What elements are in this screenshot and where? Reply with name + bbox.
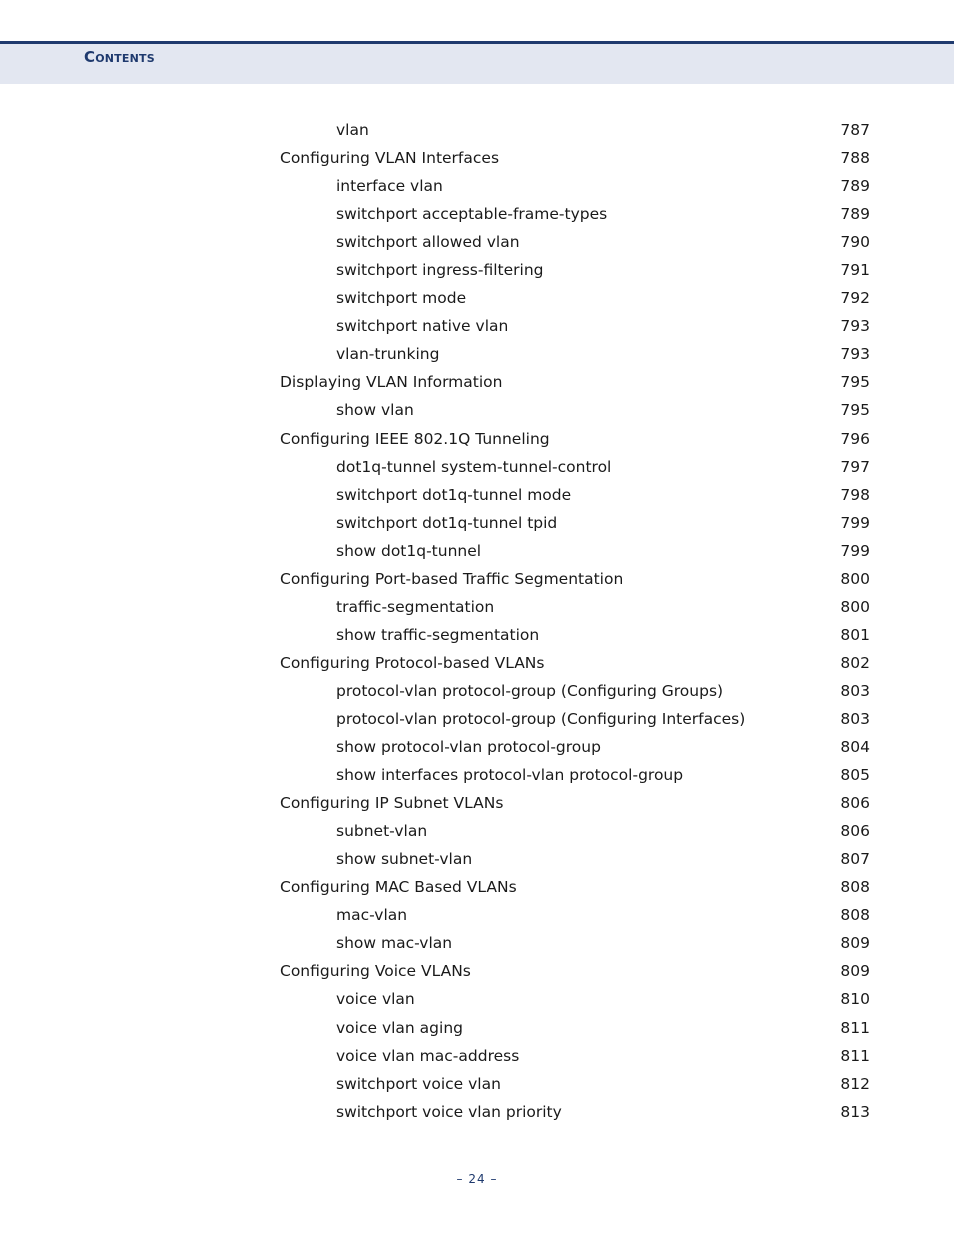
toc-subentry[interactable] [280,1070,870,1098]
toc-entry-page-number[interactable]: 811 [840,1018,870,1037]
toc-entry-label[interactable]: voice vlan mac-address [336,1046,520,1065]
toc-section-entry[interactable] [280,649,870,677]
toc-section-entry[interactable] [280,565,870,593]
toc-entry-label[interactable]: Configuring MAC Based VLANs [280,878,517,897]
toc-entry-label[interactable]: traffic-segmentation [336,597,495,616]
toc-subentry[interactable] [280,284,870,312]
toc-entry-page-number[interactable]: 793 [840,345,870,364]
toc-section-entry[interactable] [280,425,870,453]
toc-entry-label[interactable]: switchport dot1q-tunnel tpid [336,513,558,532]
toc-subentry[interactable] [280,340,870,368]
toc-entry-page-number[interactable]: 808 [840,906,870,925]
toc-entry-page-number[interactable]: 803 [840,681,870,700]
toc-subentry[interactable] [280,256,870,284]
footer-dash-right: – [490,1172,498,1186]
toc-entry-page-number[interactable]: 798 [840,485,870,504]
toc-subentry[interactable] [280,228,870,256]
toc-entry-page-number[interactable]: 795 [840,373,870,392]
footer-dash-left: – [456,1172,464,1186]
toc-entry-label[interactable]: vlan [336,121,369,139]
toc-entry-page-number[interactable]: 796 [840,429,870,448]
header-title: Contents [84,48,155,66]
toc-entry-label[interactable]: vlan-trunking [336,345,440,364]
toc-subentry[interactable] [280,396,870,424]
toc-subentry[interactable] [280,761,870,789]
toc-entry-page-number[interactable]: 803 [840,709,870,728]
toc-entry-page-number[interactable]: 809 [840,934,870,953]
toc-subentry[interactable] [280,845,870,873]
toc-entry-label[interactable]: protocol-vlan protocol-group (Configuring Groups) [336,681,724,700]
toc-subentry[interactable] [280,509,870,537]
toc-subentry[interactable] [280,817,870,845]
toc-entry-label[interactable]: show subnet-vlan [336,850,473,869]
toc-entry-page-number[interactable]: 801 [840,625,870,644]
toc-entry-page-number[interactable]: 812 [840,1074,870,1093]
toc-subentry[interactable] [280,537,870,565]
toc-entry-label[interactable]: switchport voice vlan [336,1074,501,1093]
toc-subentry[interactable] [280,116,870,144]
toc-entry-label[interactable]: show protocol-vlan protocol-group [336,738,601,757]
toc-entry-label[interactable]: switchport acceptable-frame-types [336,205,608,224]
toc-entry-page-number[interactable]: 791 [840,261,870,280]
toc-entry-page-number[interactable]: 795 [840,401,870,420]
toc-entry-page-number[interactable]: 808 [840,878,870,897]
toc-entry-label[interactable]: show interfaces protocol-vlan protocol-group [336,766,684,785]
toc-entry-page-number[interactable]: 806 [840,794,870,813]
toc-entry-page-number[interactable]: 790 [840,233,870,252]
toc-section-entry[interactable] [280,873,870,901]
toc-entry-label[interactable]: switchport allowed vlan [336,233,520,252]
toc-section-entry[interactable] [280,144,870,172]
toc-subentry[interactable] [280,593,870,621]
toc-subentry[interactable] [280,677,870,705]
toc-section-entry[interactable] [280,368,870,396]
page-footer [0,1172,954,1186]
toc-entry-label[interactable]: subnet-vlan [336,822,428,841]
toc-entry-label[interactable]: Displaying VLAN Information [280,373,503,392]
toc-entry-label[interactable]: protocol-vlan protocol-group (Configuring Interfaces) [336,709,746,728]
table-of-contents [280,116,870,1126]
toc-entry-page-number[interactable]: 806 [840,822,870,841]
toc-entry-label[interactable]: Configuring Protocol-based VLANs [280,653,545,672]
toc-entry-page-number[interactable]: 811 [840,1046,870,1065]
toc-entry-label[interactable]: dot1q-tunnel system-tunnel-control [336,457,612,476]
toc-entry-page-number[interactable]: 797 [840,457,870,476]
toc-section-entry[interactable] [280,789,870,817]
toc-entry-page-number[interactable]: 787 [840,121,870,139]
toc-subentry[interactable] [280,1014,870,1042]
toc-entry-page-number[interactable]: 810 [840,990,870,1009]
toc-subentry[interactable] [280,200,870,228]
toc-entry-label[interactable]: show traffic-segmentation [336,625,540,644]
toc-entry-page-number[interactable]: 788 [840,149,870,168]
toc-entry-label[interactable]: voice vlan aging [336,1018,463,1037]
toc-entry-page-number[interactable]: 789 [840,205,870,224]
toc-entry-label[interactable]: show vlan [336,401,414,420]
toc-entry-label[interactable]: switchport mode [336,289,467,308]
toc-entry-page-number[interactable]: 813 [840,1102,870,1121]
page-header [0,41,954,84]
toc-entry-page-number[interactable]: 802 [840,653,870,672]
toc-section-entry[interactable] [280,957,870,985]
toc-subentry[interactable] [280,985,870,1013]
toc-subentry[interactable] [280,929,870,957]
toc-entry-label[interactable]: switchport ingress-filtering [336,261,544,280]
toc-subentry[interactable] [280,733,870,761]
toc-entry-label[interactable]: show mac-vlan [336,934,453,953]
toc-entry-label[interactable]: Configuring Voice VLANs [280,962,471,981]
toc-entry-label[interactable]: Configuring IEEE 802.1Q Tunneling [280,429,550,448]
toc-entry-page-number[interactable]: 792 [840,289,870,308]
toc-entry-page-number[interactable]: 809 [840,962,870,981]
toc-entry-page-number[interactable]: 799 [840,513,870,532]
toc-subentry[interactable] [280,481,870,509]
toc-entry-page-number[interactable]: 789 [840,177,870,196]
footer-page-number: 24 [468,1172,486,1186]
toc-entry-label[interactable]: Configuring Port-based Traffic Segmentation [280,569,624,588]
toc-subentry[interactable] [280,1042,870,1070]
toc-entry-page-number[interactable]: 804 [840,738,870,757]
toc-subentry[interactable] [280,312,870,340]
toc-entry-label[interactable]: voice vlan [336,990,415,1009]
toc-entry-page-number[interactable]: 800 [840,569,870,588]
toc-entry-page-number[interactable]: 793 [840,317,870,336]
toc-subentry[interactable] [280,1098,870,1126]
toc-entry-label[interactable]: mac-vlan [336,906,408,925]
toc-entry-page-number[interactable]: 807 [840,850,870,869]
toc-subentry[interactable] [280,901,870,929]
toc-subentry[interactable] [280,172,870,200]
toc-subentry[interactable] [280,621,870,649]
toc-entry-label[interactable]: Configuring IP Subnet VLANs [280,794,504,813]
toc-entry-page-number[interactable]: 805 [840,766,870,785]
toc-entry-label[interactable]: interface vlan [336,177,443,196]
toc-entry-page-number[interactable]: 799 [840,541,870,560]
toc-entry-label[interactable]: switchport dot1q-tunnel mode [336,485,572,504]
toc-subentry[interactable] [280,705,870,733]
toc-entry-label[interactable]: switchport voice vlan priority [336,1102,562,1121]
toc-subentry[interactable] [280,453,870,481]
toc-entry-label[interactable]: Configuring VLAN Interfaces [280,149,500,168]
toc-entry-page-number[interactable]: 800 [840,597,870,616]
toc-entry-label[interactable]: switchport native vlan [336,317,509,336]
toc-entry-label[interactable]: show dot1q-tunnel [336,541,482,560]
